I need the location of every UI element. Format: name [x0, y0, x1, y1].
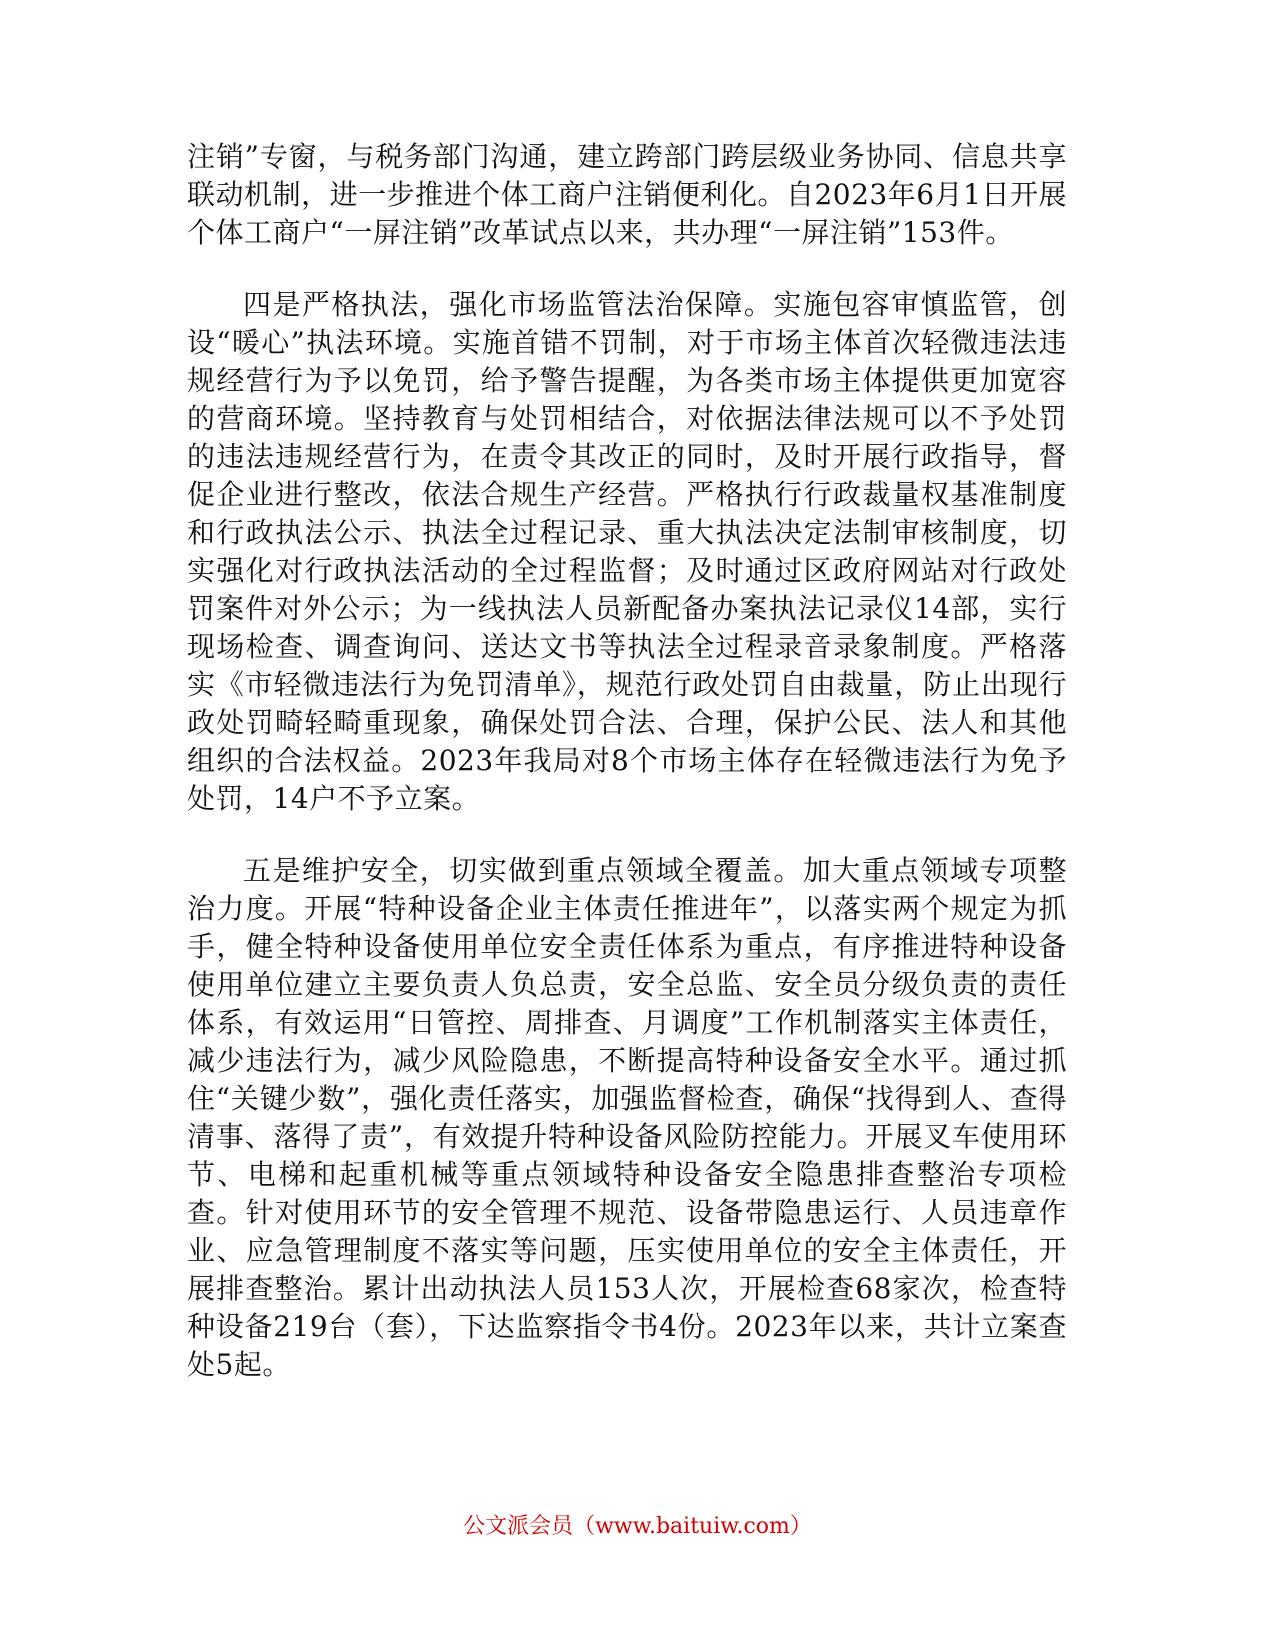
paragraph-section-4: 四是严格执法，强化市场监管法治保障。实施包容审慎监管，创设“暖心”执法环境。实施首错不罚制，对于市场主体首次轻微违法违规经营行为予以免罚，给予警告提醒，为各类市场主体提供更加宽容的营商环境。坚持教育与处罚相结合，对依据法律法规可以不予处罚的违法违规经营行为，在责令其改正的同时，及时开展行政指导，督促企业进行整改，依法合规生产经营。严格执行行政裁量权基准制度和行政执法公示、执法全过程记录、重大执法决定法制审核制度，切实强化对行政执法活动的全过程监督；及时通过区政府网站对行政处罚案件对外公示；为一线执法人员新配备办案执法记录仪14部，实行现场检查、调查询问、送达文书等执法全过程录音录象制度。严格落实《市轻微违法行为免罚清单》，规范行政处罚自由裁量，防止出现行政处罚畸轻畸重现象，确保处罚合法、合理，保护公民、法人和其他组织的合法权益。2023年我局对8个市场主体存在轻微违法行为免予处罚，14户不予立案。 — [187, 288, 1067, 815]
document-body — [187, 138, 1067, 1384]
paragraph-continued: 注销”专窗，与税务部门沟通，建立跨部门跨层级业务协同、信息共享联动机制，进一步推进个体工商户注销便利化。自2023年6月1日开展个体工商户“一屏注销”改革试点以来，共办理“一屏注销”153件。 — [187, 140, 1067, 249]
footer-watermark-link[interactable]: 公文派会员（www.baituiw.com） — [463, 1514, 812, 1539]
paragraph-section-5: 五是维护安全，切实做到重点领域全覆盖。加大重点领域专项整治力度。开展“特种设备企业主体责任推进年”，以落实两个规定为抓手，健全特种设备使用单位安全责任体系为重点，有序推进特种设备使用单位建立主要负责人负总责，安全总监、安全员分级负责的责任体系，有效运用“日管控、周排查、月调度”工作机制落实主体责任，减少违法行为，减少风险隐患，不断提高特种设备安全水平。通过抓住“关键少数”，强化责任落实，加强监督检查，确保“找得到人、查得清事、落得了责”，有效提升特种设备风险防控能力。开展叉车使用环节、电梯和起重机械等重点领域特种设备安全隐患排查整治专项检查。针对使用环节的安全管理不规范、设备带隐患运行、人员违章作业、应急管理制度不落实等问题，压实使用单位的安全主体责任，开展排查整治。累计出动执法人员153人次，开展检查68家次，检查特种设备219台（套），下达监察指令书4份。2023年以来，共计立案查处5起。 — [187, 854, 1067, 1381]
